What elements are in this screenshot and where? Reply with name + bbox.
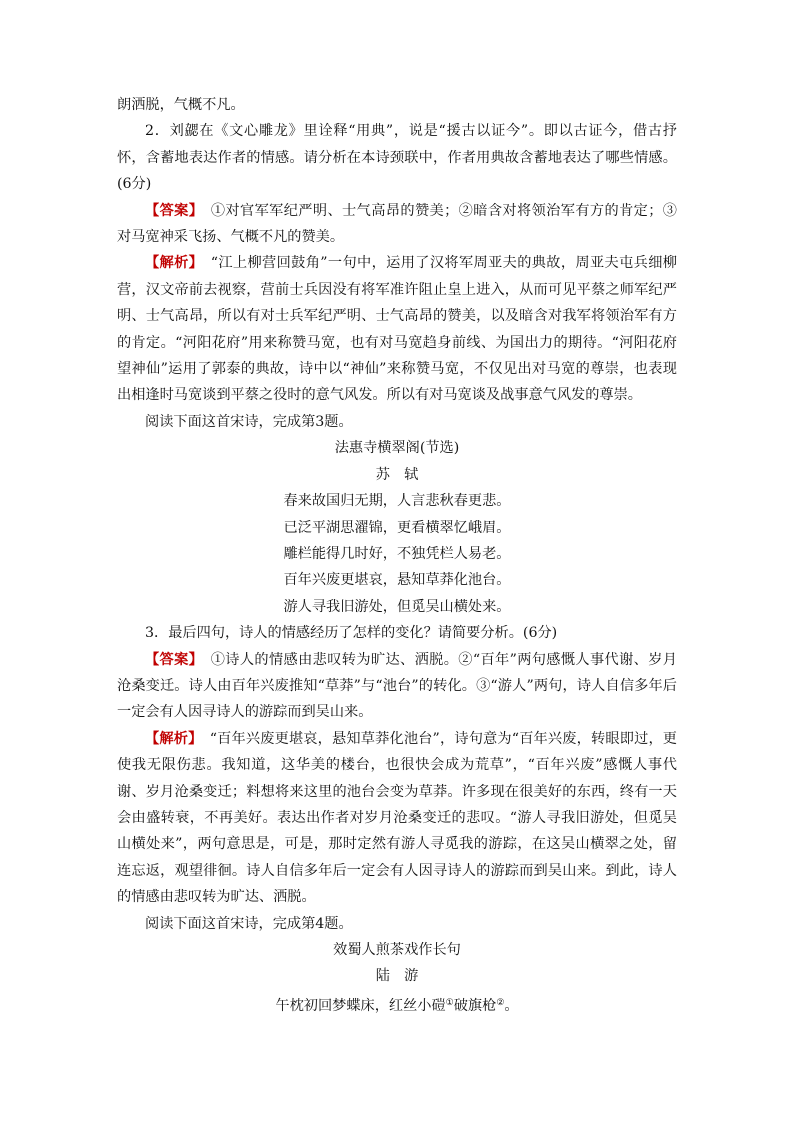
analysis-3-text: “百年兴废更堪哀，悬知草莽化池台”，诗句意为“百年兴废，转眼即过，更使我无限伤悲。我知道，这华美的楼台，也很快会成为荒草”，“百年兴废”感慨人事代谢、岁月沧桑变迁；料想将来这里的池台会变为草莽。许多现在很美好的东西，终有一天会由盛转衰，不再美好。表达出作者对岁月沧桑变迁的悲叹。“游人寻我旧游处，但觅吴山横处来”，两句意思是，可是，那时定然有游人寻觅我的游踪，在这吴山横翠之处，留连忘返，观望徘徊。诗人自信多年后一定会有人因寻诗人的游踪而到吴山来。到此，诗人的情感由悲叹转为旷达、洒脱。 <box>117 730 677 906</box>
poem-1-line: 已泛平湖思濯锦，更看横翠忆峨眉。 <box>283 519 511 536</box>
answer-tag: 【答案】 <box>145 651 197 668</box>
poem-1-line: 春来故国归无期，人言悲秋春更悲。 <box>283 493 511 510</box>
analysis-tag: 【解析】 <box>145 730 196 747</box>
document-body <box>117 92 677 1019</box>
poem-1-line: 游人寻我旧游处，但觅吴山横处来。 <box>283 598 511 615</box>
analysis-3 <box>117 726 677 911</box>
analysis-tag: 【解析】 <box>145 255 197 272</box>
poem-2-title: 效蜀人煎茶戏作长句 <box>333 942 461 958</box>
answer-3-text: ①诗人的情感由悲叹转为旷达、洒脱。②“百年”两句感慨人事代谢、岁月沧桑变迁。诗人由百年兴废推知“草莽”与“池台”的转化。③“游人”两句，诗人自信多年后一定会有人因寻诗人的游踪而到吴山来。 <box>117 651 677 721</box>
poem-1-title: 法惠寺横翠阁(节选) <box>334 440 460 457</box>
poem-1-line: 百年兴废更堪哀，悬知草莽化池台。 <box>283 572 511 589</box>
answer-tag: 【答案】 <box>145 202 197 219</box>
poem-2-line-text: 。 <box>504 997 519 1014</box>
footnote-marker: ① <box>445 997 454 1008</box>
poem-1-line: 雕栏能得几时好，不独凭栏人易老。 <box>283 545 511 562</box>
answer-3 <box>117 647 677 726</box>
question-3: 3．最后四句，诗人的情感经历了怎样的变化？请简要分析。(6分) <box>145 625 558 642</box>
reading-instruction-4: 阅读下面这首宋诗，完成第4题。 <box>145 915 353 932</box>
poem-2-line-text: 破旗枪 <box>453 997 497 1014</box>
analysis-2-text: “江上柳营回鼓角”一句中，运用了汉将军周亚夫的典故，周亚夫屯兵细柳营，汉文帝前去视察，营前士兵因没有将军准许阻止皇上进入，从而可见平蔡之师军纪严明、士气高昂，所以有对士兵军纪严明、士气高昂的赞美，以及暗含对我军将领治军有方的肯定。“河阳花府”用来称赞马宽，也有对马宽趋身前线、为国出力的期待。“河阳花府望神仙”运用了郭泰的典故，诗中以“神仙”来称赞马宽，不仅见出对马宽的尊崇，也表现出相逢时马宽谈到平蔡之役时的意气风发。所以有对马宽谈及战事意气风发的尊崇。 <box>117 255 677 404</box>
poem-2-author: 陆 游 <box>375 968 419 985</box>
analysis-2 <box>117 250 677 408</box>
answer-2-text: ①对官军军纪严明、士气高昂的赞美；②暗含对将领治军有方的肯定；③对马宽神采飞扬、气概不凡的赞美。 <box>117 202 677 246</box>
continuation-line: 朗洒脱，气概不凡。 <box>117 97 245 113</box>
answer-2 <box>117 198 677 251</box>
poem-2-line <box>117 990 677 1019</box>
question-2: 2．刘勰在《文心雕龙》里诠释“用典”，说是“援古以证今”。即以古证今，借古抒怀，含蓄地表达作者的情感。请分析在本诗颈联中，作者用典故含蓄地表达了哪些情感。(6分) <box>117 123 677 193</box>
poem-1-author: 苏 轼 <box>375 466 419 483</box>
reading-instruction-3: 阅读下面这首宋诗，完成第3题。 <box>145 413 353 430</box>
poem-2-line-text: 午枕初回梦蝶床，红丝小磑 <box>275 997 446 1014</box>
footnote-marker: ② <box>496 997 505 1008</box>
